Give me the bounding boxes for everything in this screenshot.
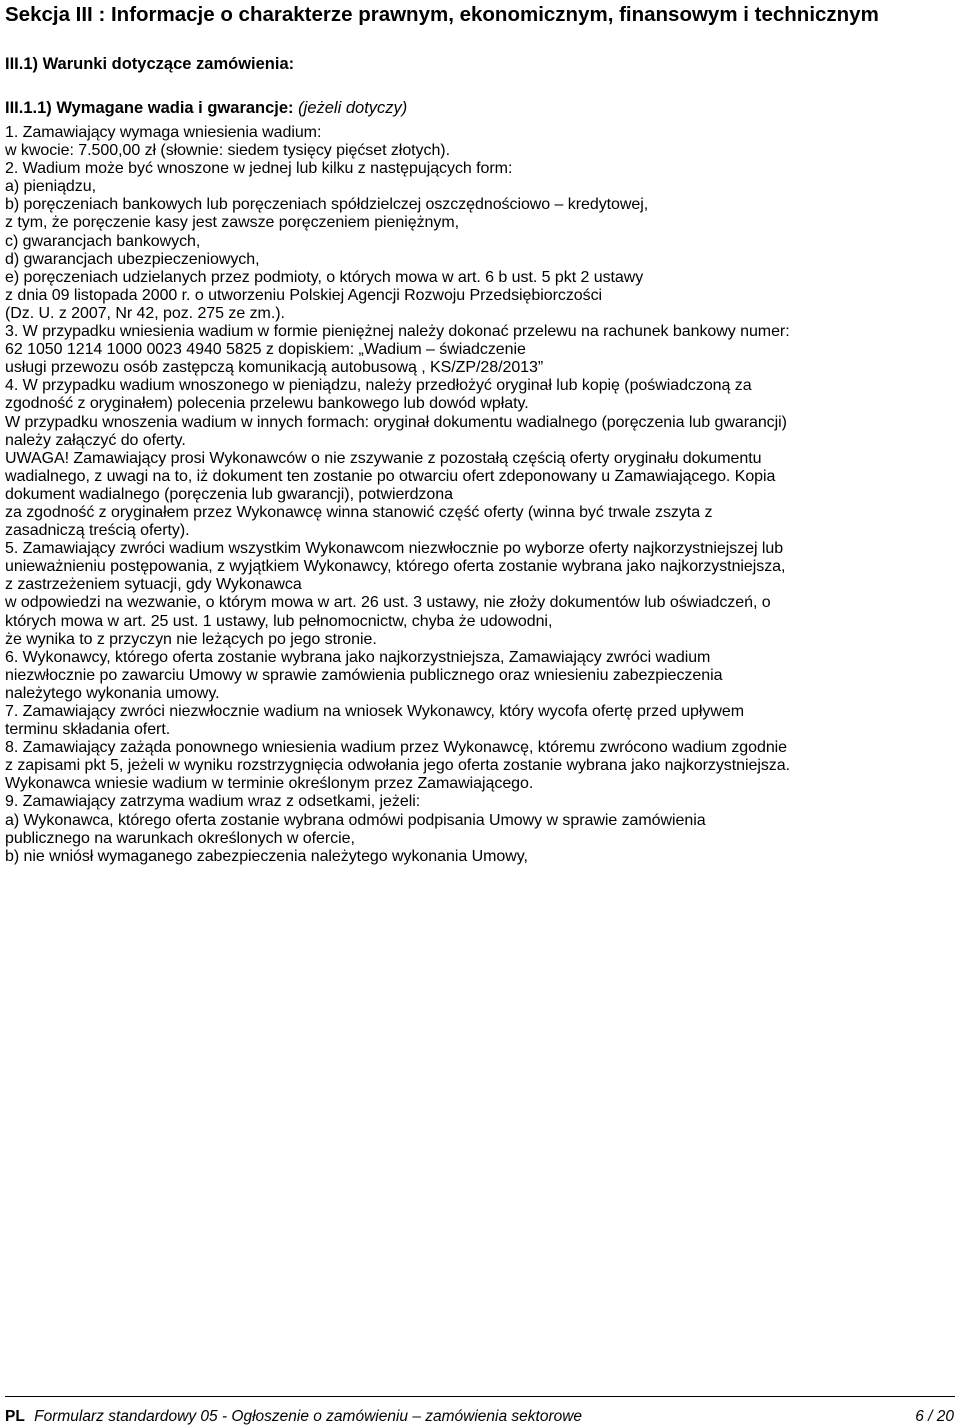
- text-line: w odpowiedzi na wezwanie, o którym mowa w art. 26 ust. 3 ustawy, nie złoży dokumentów lub oświadczeń, o: [5, 594, 771, 612]
- text-line: b) nie wniósł wymaganego zabezpieczenia należytego wykonania Umowy,: [5, 847, 528, 865]
- deposit-terms-text: [5, 124, 955, 866]
- text-line: Wykonawca wniesie wadium w terminie określonym przez Zamawiającego.: [5, 775, 534, 793]
- text-line: że wynika to z przyczyn nie leżących po jego stronie.: [5, 630, 377, 648]
- text-line: usługi przewozu osób zastępczą komunikacją autobusową , KS/ZP/28/2013”: [5, 359, 544, 377]
- text-line: należytego wykonania umowy.: [5, 684, 220, 702]
- text-line: 8. Zamawiający zażąda ponownego wniesienia wadium przez Wykonawcę, któremu zwrócono wadium zgodnie: [5, 739, 788, 757]
- footer-page-number: 6 / 20: [915, 1408, 954, 1425]
- subsection-label: III.1.1) Wymagane wadia i gwarancje:: [5, 99, 294, 117]
- footer-form-name: Formularz standardowy 05 - Ogłoszenie o zamówieniu – zamówienia sektorowe: [34, 1408, 583, 1425]
- page-footer: [5, 1396, 955, 1426]
- text-line: unieważnieniu postępowania, z wyjątkiem Wykonawcy, którego oferta zostanie wybrana jako najkorzystniejsza,: [5, 558, 786, 576]
- document-page: [5, 0, 955, 866]
- text-line: publicznego na warunkach określonych w ofercie,: [5, 829, 355, 847]
- text-line: 2. Wadium może być wnoszone w jednej lub kilku z następujących form:: [5, 160, 513, 178]
- footer-language: PL: [5, 1408, 25, 1425]
- text-line: 6. Wykonawcy, którego oferta zostanie wybrana jako najkorzystniejsza, Zamawiający zwróci wadium: [5, 648, 711, 666]
- text-line: (Dz. U. z 2007, Nr 42, poz. 275 ze zm.).: [5, 304, 285, 322]
- text-line: z zastrzeżeniem sytuacji, gdy Wykonawca: [5, 576, 302, 594]
- text-line: d) gwarancjach ubezpieczeniowych,: [5, 250, 260, 268]
- text-line: e) poręczeniach udzielanych przez podmioty, o których mowa w art. 6 b ust. 5 pkt 2 ustawy: [5, 268, 644, 286]
- text-line: zgodność z oryginałem) polecenia przelewu bankowego lub dowód wpłaty.: [5, 395, 529, 413]
- text-line: wadialnego, z uwagi na to, iż dokument ten zostanie po otwarciu ofert zdeponowany u Zamawiającego. Kopia: [5, 467, 776, 485]
- subsection-heading-conditions: III.1) Warunki dotyczące zamówienia:: [5, 55, 295, 73]
- text-line: 9. Zamawiający zatrzyma wadium wraz z odsetkami, jeżeli:: [5, 793, 421, 811]
- text-line: 3. W przypadku wniesienia wadium w formie pieniężnej należy dokonać przelewu na rachunek bankowy numer:: [5, 323, 790, 341]
- text-line: z dnia 09 listopada 2000 r. o utworzeniu Polskiej Agencji Rozwoju Przedsiębiorczości: [5, 286, 603, 304]
- text-line: 1. Zamawiający wymaga wniesienia wadium:: [5, 124, 322, 141]
- subsection-note: (jeżeli dotyczy): [298, 99, 408, 117]
- text-line: dokument wadialnego (poręczenia lub gwarancji), potwierdzona: [5, 485, 453, 503]
- text-line: 5. Zamawiający zwróci wadium wszystkim Wykonawcom niezwłocznie po wyborze oferty najkorzystniejszej lub: [5, 540, 784, 558]
- text-line: w kwocie: 7.500,00 zł (słownie: siedem tysięcy pięćset złotych).: [5, 142, 450, 160]
- text-line: c) gwarancjach bankowych,: [5, 232, 201, 250]
- text-line: należy załączyć do oferty.: [5, 431, 186, 449]
- text-line: za zgodność z oryginałem przez Wykonawcę winna stanowić część oferty (winna być trwale zszyta z: [5, 503, 713, 521]
- section-title: Sekcja III : Informacje o charakterze prawnym, ekonomicznym, finansowym i technicznym: [5, 3, 879, 26]
- text-line: z tym, że poręczenie kasy jest zawsze poręczeniem pieniężnym,: [5, 214, 460, 232]
- text-line: a) Wykonawca, którego oferta zostanie wybrana odmówi podpisania Umowy w sprawie zamówienia: [5, 811, 706, 829]
- text-line: 7. Zamawiający zwróci niezwłocznie wadium na wniosek Wykonawcy, który wycofa ofertę przed upływem: [5, 703, 744, 720]
- text-line: zasadniczą treścią oferty).: [5, 522, 190, 540]
- text-line: z zapisami pkt 5, jeżeli w wyniku rozstrzygnięcia odwołania jego oferta zostanie wybrana jako najkorzystniejsza.: [5, 757, 790, 775]
- text-line: terminu składania ofert.: [5, 721, 171, 739]
- text-line: niezwłocznie po zawarciu Umowy w sprawie zamówienia publicznego oraz wniesieniu zabezpieczenia: [5, 666, 723, 684]
- text-line: b) poręczeniach bankowych lub poręczeniach spółdzielczej oszczędnościowo – kredytowej,: [5, 196, 649, 214]
- text-line: W przypadku wnoszenia wadium w innych formach: oryginał dokumentu wadialnego (poręczenia lub gwarancji): [5, 413, 787, 431]
- text-line: których mowa w art. 25 ust. 1 ustawy, lub pełnomocnictw, chyba że udowodni,: [5, 612, 553, 630]
- text-line: a) pieniądzu,: [5, 178, 96, 196]
- subsection-heading-deposits: [5, 98, 955, 118]
- text-line: 4. W przypadku wadium wnoszonego w pieniądzu, należy przedłożyć oryginał lub kopię (poświadczoną za: [5, 377, 752, 395]
- text-line: 62 1050 1214 1000 0023 4940 5825 z dopiskiem: „Wadium – świadczenie: [5, 341, 526, 359]
- text-line: UWAGA! Zamawiający prosi Wykonawców o nie zszywanie z pozostałą częścią oferty oryginału dokumentu: [5, 449, 762, 467]
